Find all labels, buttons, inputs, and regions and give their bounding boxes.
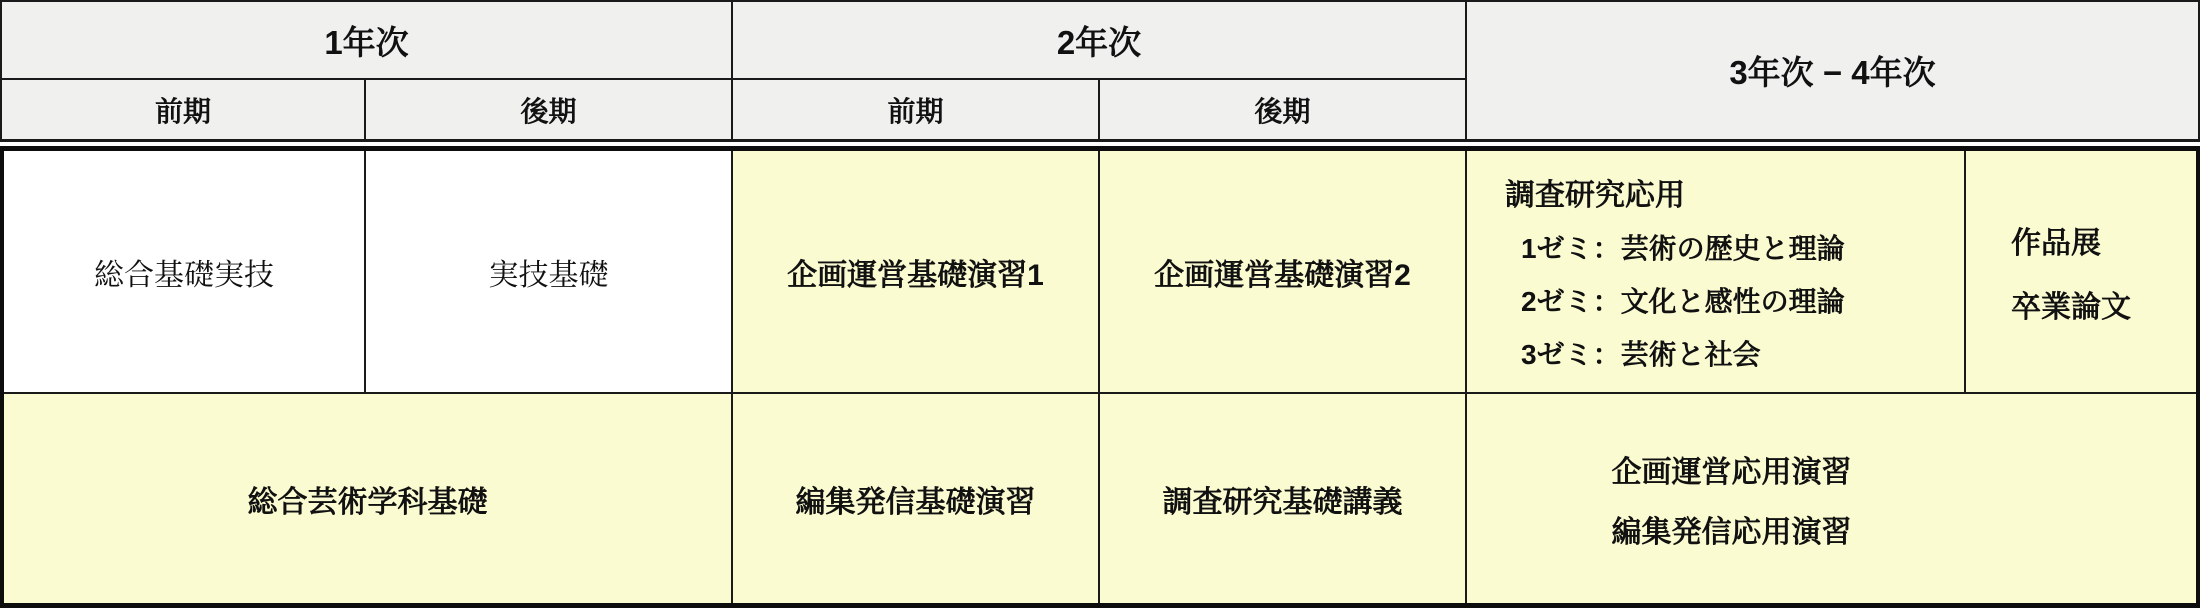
cell-applied-research-seminars (1467, 151, 1966, 394)
seminar-2: 2ゼミ：文化と感性の理論 (1521, 286, 1845, 317)
header-year2: 2年次 (733, 2, 1467, 80)
cell-planning-management-basic-seminar-1: 企画運営基礎演習1 (733, 151, 1100, 394)
cell-applied-seminars (1467, 394, 2196, 603)
header-year1-second-semester: 後期 (366, 80, 733, 139)
seminar-3: 3ゼミ：芸術と社会 (1521, 339, 1761, 370)
cell-research-basic-lecture: 調査研究基礎講義 (1100, 394, 1467, 603)
cell-planning-management-basic-seminar-2: 企画運営基礎演習2 (1100, 151, 1467, 394)
graduation-thesis: 卒業論文 (2011, 290, 2131, 324)
cell-department-foundation: 総合芸術学科基礎 (4, 394, 733, 603)
header-year2-first-semester: 前期 (733, 80, 1100, 139)
cell-graduation-works (1966, 151, 2196, 394)
planning-management-applied-seminar: 企画運営応用演習 (1611, 455, 1852, 489)
seminar-1: 1ゼミ：芸術の歴史と理論 (1521, 233, 1845, 264)
header-year1-first-semester: 前期 (2, 80, 366, 139)
header-year3-4: 3年次 − 4年次 (1467, 2, 2198, 139)
applied-research-title: 調査研究応用 (1505, 179, 1685, 212)
curriculum-header (0, 0, 2200, 142)
header-year1: 1年次 (2, 2, 733, 80)
cell-editing-publishing-basic-seminar: 編集発信基礎演習 (733, 394, 1100, 603)
curriculum-body (0, 146, 2200, 608)
header-year2-second-semester: 後期 (1100, 80, 1467, 139)
editing-publishing-applied-seminar: 編集発信応用演習 (1611, 515, 1852, 549)
cell-practical-basics: 実技基礎 (366, 151, 733, 394)
work-exhibition: 作品展 (2011, 226, 2101, 260)
cell-comprehensive-basic-practice: 総合基礎実技 (4, 151, 366, 394)
